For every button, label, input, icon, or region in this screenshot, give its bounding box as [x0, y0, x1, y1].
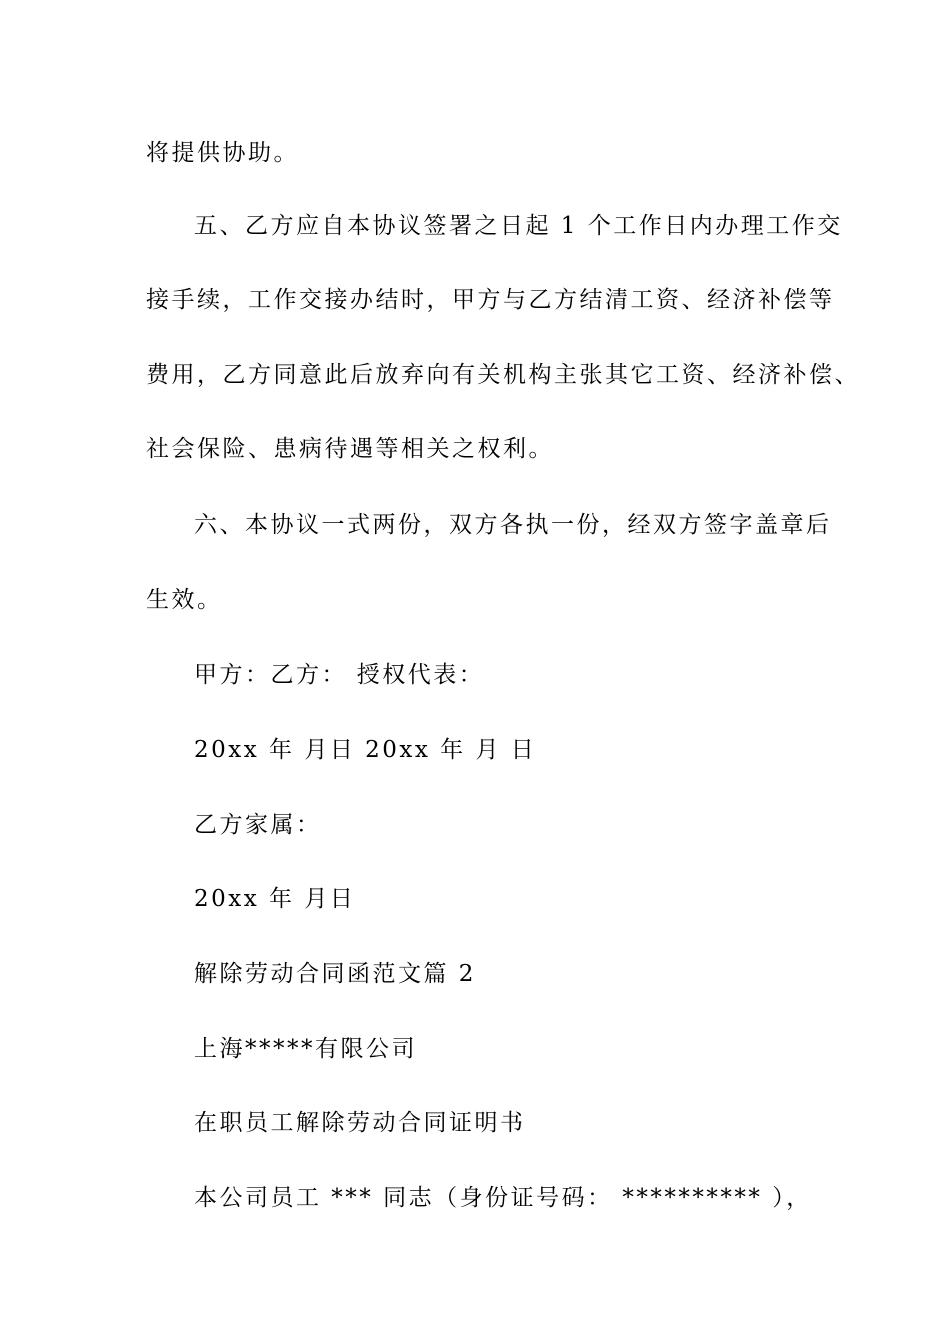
signature-parties-line: 甲方：乙方： 授权代表： — [194, 662, 485, 688]
text-line-5: 社会保险、患病待遇等相关之权利。 — [146, 436, 554, 462]
family-signature-line: 乙方家属： — [194, 812, 322, 838]
section-heading: 解除劳动合同函范文篇 2 — [194, 961, 476, 987]
text-line-1: 将提供协助。 — [146, 140, 299, 166]
text-line-7: 生效。 — [146, 587, 223, 613]
text-line-6: 六、本协议一式两份，双方各执一份，经双方签字盖章后 — [194, 512, 832, 538]
signature-dates-line: 20xx 年 月日 20xx 年 月 日 — [194, 737, 537, 763]
text-line-3: 接手续，工作交接办结时，甲方与乙方结清工资、经济补偿等 — [146, 287, 835, 313]
text-line-2: 五、乙方应自本协议签署之日起 1 个工作日内办理工作交 — [194, 213, 843, 239]
certificate-body-line: 本公司员工 *** 同志（身份证号码： ********** ）， — [194, 1185, 812, 1211]
family-date-line: 20xx 年 月日 — [194, 886, 356, 912]
company-name: 上海*****有限公司 — [194, 1036, 417, 1062]
text-line-4: 费用，乙方同意此后放弃向有关机构主张其它工资、经济补偿、 — [146, 362, 860, 388]
certificate-title: 在职员工解除劳动合同证明书 — [194, 1110, 526, 1136]
